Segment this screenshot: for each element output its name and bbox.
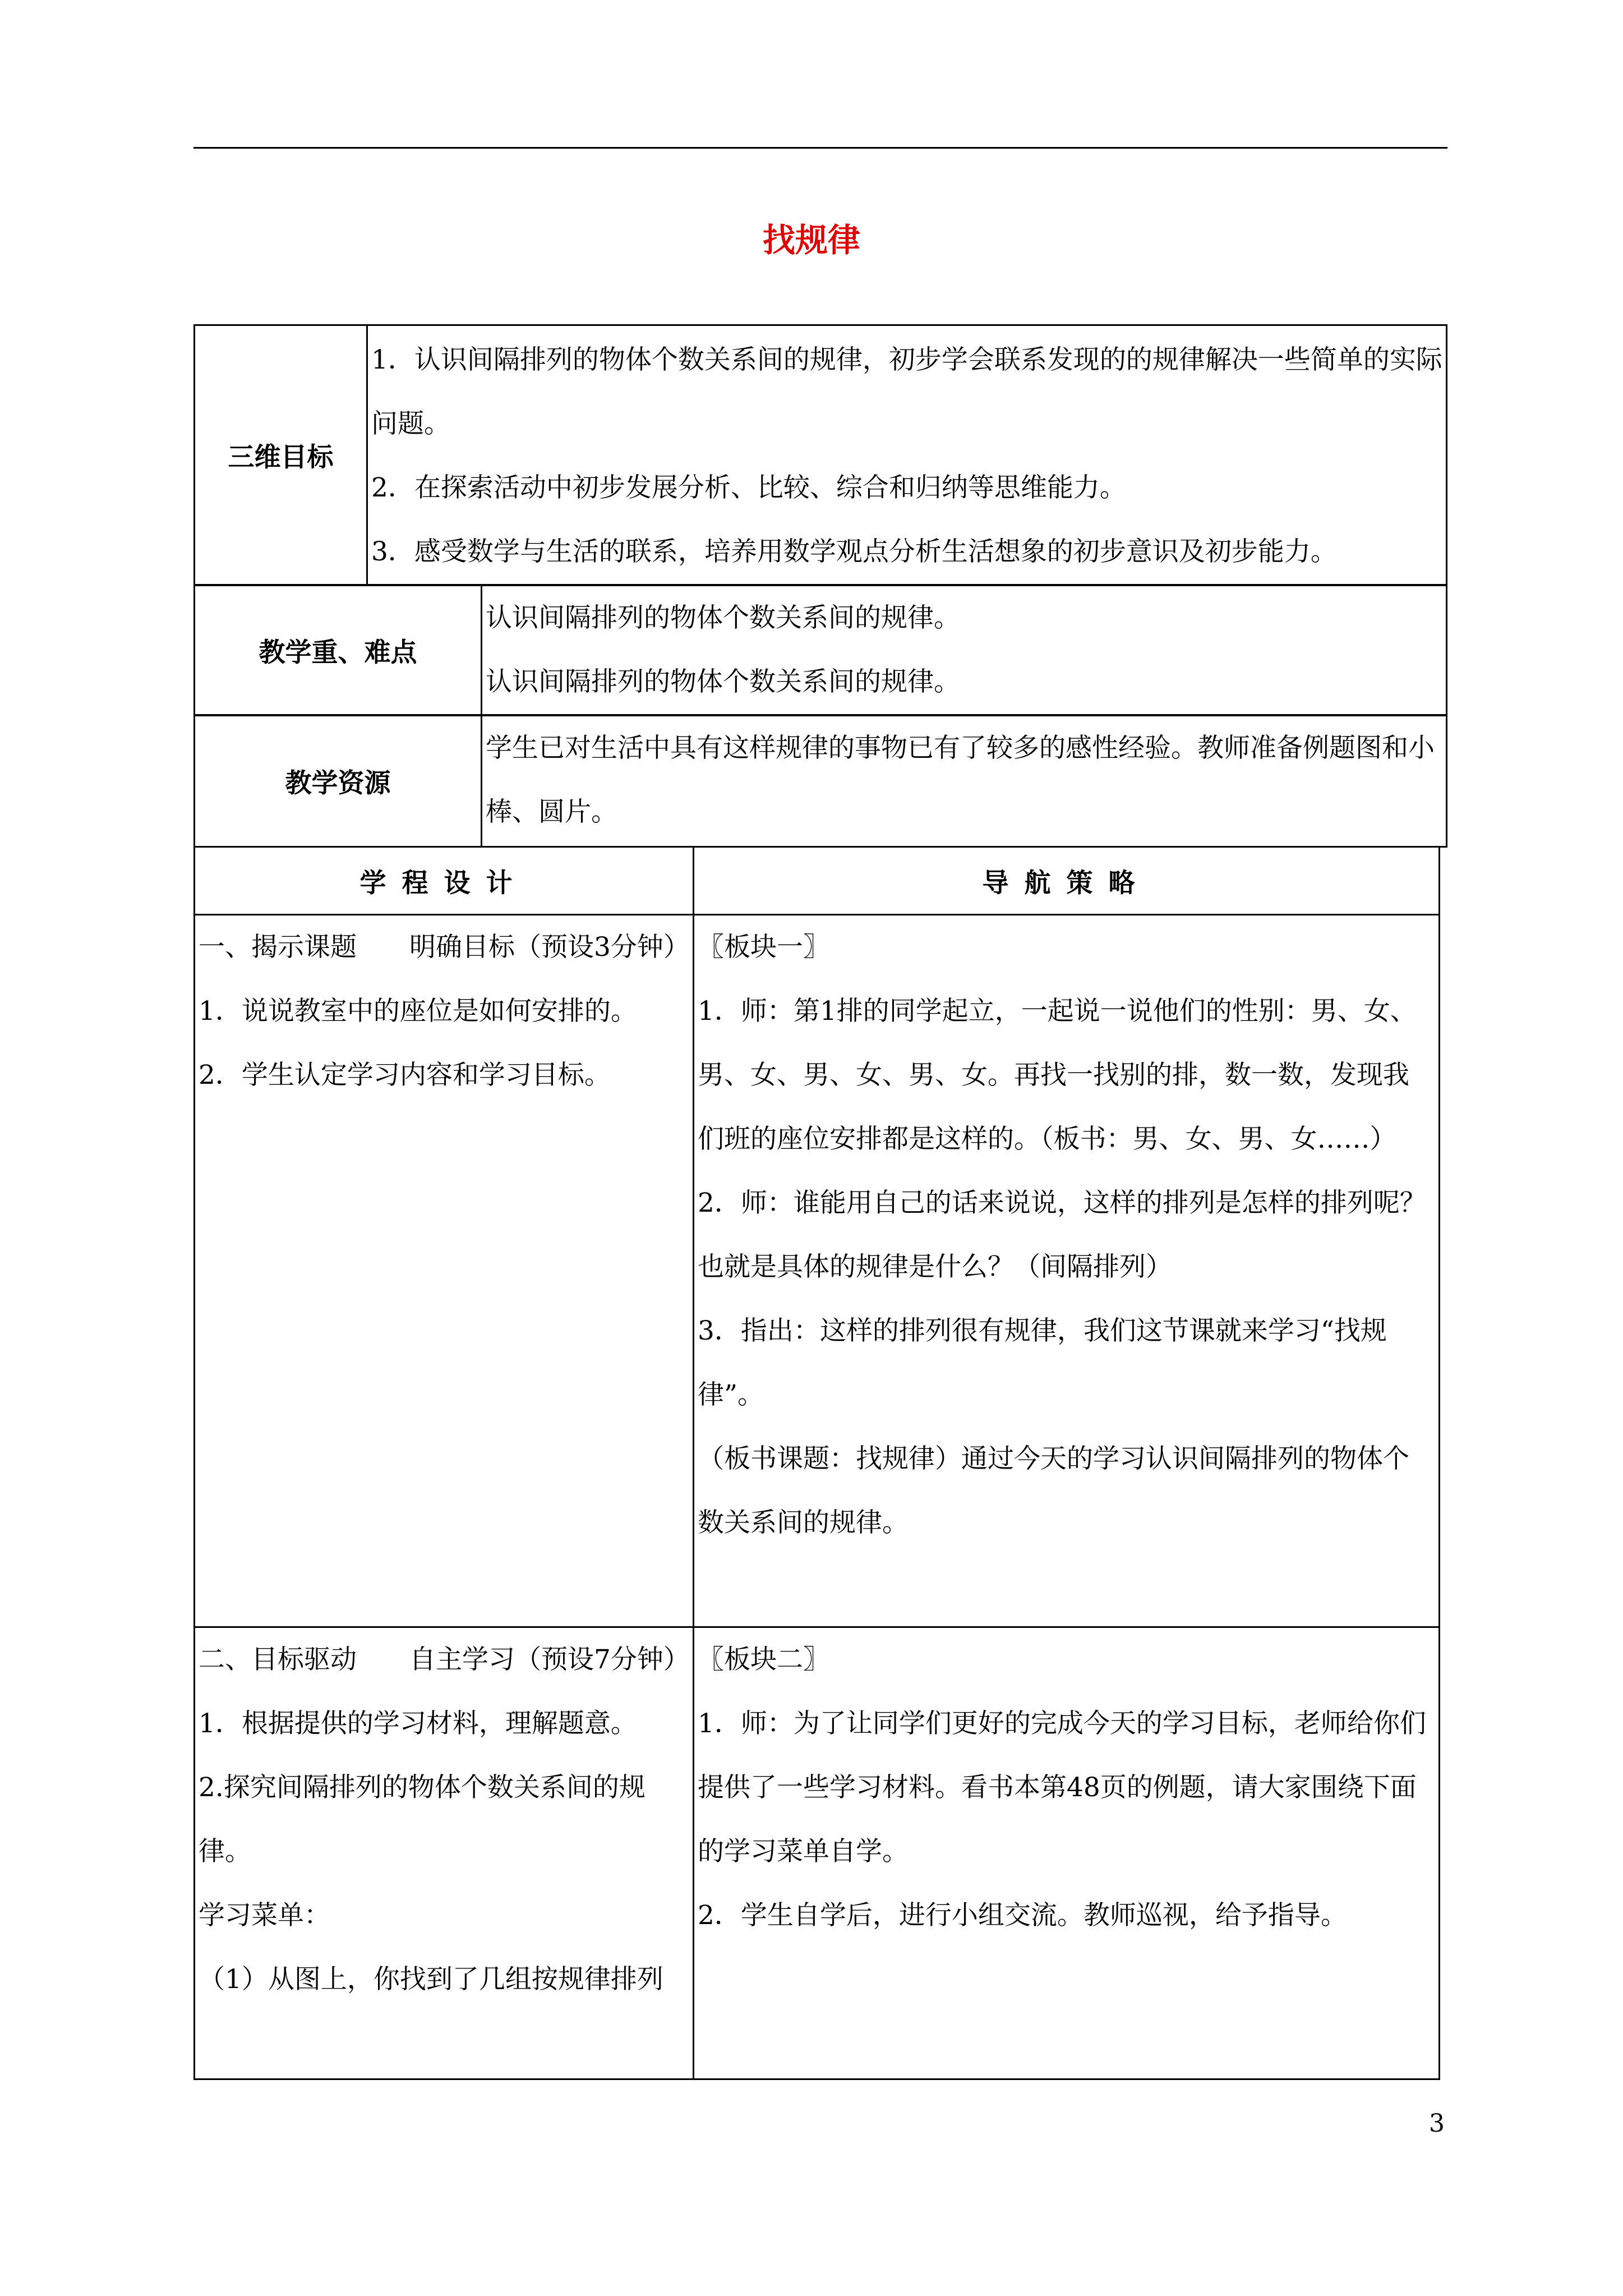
design-line: 2.探究间隔排列的物体个数关系间的规律。 xyxy=(199,1772,645,1867)
design-line: 二、目标驱动 自主学习（预设7分钟） xyxy=(199,1644,690,1675)
strategy-line: 3．指出：这样的排列很有规律，我们这节课就来学习“找规律”。 xyxy=(698,1315,1387,1410)
design-line: 1．根据提供的学习材料，理解题意。 xyxy=(199,1708,637,1739)
page-title: 找规律 xyxy=(762,221,860,259)
row-content xyxy=(482,716,1447,847)
objective-line: 3．感受数学与生活的联系，培养用数学观点分析生活想象的初步意识及初步能力。 xyxy=(371,536,1337,567)
objective-line: 2．在探索活动中初步发展分析、比较、综合和归纳等思维能力。 xyxy=(371,472,1126,503)
strategy-line: 〖板块二〗 xyxy=(698,1644,829,1675)
row-content xyxy=(367,325,1447,585)
key-point-line: 认识间隔排列的物体个数关系间的规律。 xyxy=(486,602,960,633)
header-rule xyxy=(193,147,1447,149)
design-line: 一、揭示课题 明确目标（预设3分钟） xyxy=(199,932,690,963)
column-header-design: 学程设计 xyxy=(195,847,694,915)
strategy-line: 2．学生自学后，进行小组交流。教师巡视，给予指导。 xyxy=(698,1900,1347,1931)
objective-line: 1．认识间隔排列的物体个数关系间的规律，初步学会联系发现的的规律解决一些简单的实际问题。 xyxy=(371,344,1442,439)
table-row xyxy=(195,915,1440,1627)
table-row xyxy=(195,1627,1440,2079)
strategy-line: 2．师：谁能用自己的话来说说，这样的排列是怎样的排列呢？也就是具体的规律是什么？（间隔排列） xyxy=(698,1188,1426,1282)
design-cell xyxy=(195,1627,694,2079)
row-content xyxy=(482,586,1447,715)
key-points-table xyxy=(193,585,1447,716)
row-label: 教学资源 xyxy=(195,716,482,847)
design-line: 学习菜单： xyxy=(199,1900,330,1931)
design-cell xyxy=(195,915,694,1627)
row-label: 三维目标 xyxy=(195,325,367,585)
table-row xyxy=(195,325,1447,585)
resource-line: 学生已对生活中具有这样规律的事物已有了较多的感性经验。教师准备例题图和小棒、圆片。 xyxy=(486,733,1435,827)
table-row xyxy=(195,716,1447,847)
strategy-line: 1．师：为了让同学们更好的完成今天的学习目标，老师给你们提供了一些学习材料。看书本第48页的例题，请大家围绕下面的学习菜单自学。 xyxy=(698,1708,1426,1867)
strategy-line: （板书课题：找规律）通过今天的学习认识间隔排列的物体个数关系间的规律。 xyxy=(698,1443,1409,1538)
strategy-line: 1．师：第1排的同学起立，一起说一说他们的性别：男、女、男、女、男、女、男、女。再找一找别的排，数一数，发现我们班的座位安排都是这样的。（板书：男、女、男、女……） xyxy=(698,996,1417,1154)
page-number: 3 xyxy=(1429,2109,1445,2138)
row-label: 教学重、难点 xyxy=(195,586,482,715)
resources-table xyxy=(193,715,1447,848)
column-header-strategy: 导航策略 xyxy=(694,847,1440,915)
key-point-line: 认识间隔排列的物体个数关系间的规律。 xyxy=(486,666,960,697)
table-header-row xyxy=(195,847,1440,915)
strategy-line: 〖板块一〗 xyxy=(698,932,829,963)
strategy-cell xyxy=(694,1627,1440,2079)
design-table xyxy=(193,846,1440,2080)
table-row xyxy=(195,586,1447,715)
objectives-table xyxy=(193,324,1447,586)
design-line: 1．说说教室中的座位是如何安排的。 xyxy=(199,996,637,1027)
strategy-cell xyxy=(694,915,1440,1627)
design-line: （1）从图上，你找到了几组按规律排列 xyxy=(199,1964,663,1995)
design-line: 2．学生认定学习内容和学习目标。 xyxy=(199,1060,611,1091)
